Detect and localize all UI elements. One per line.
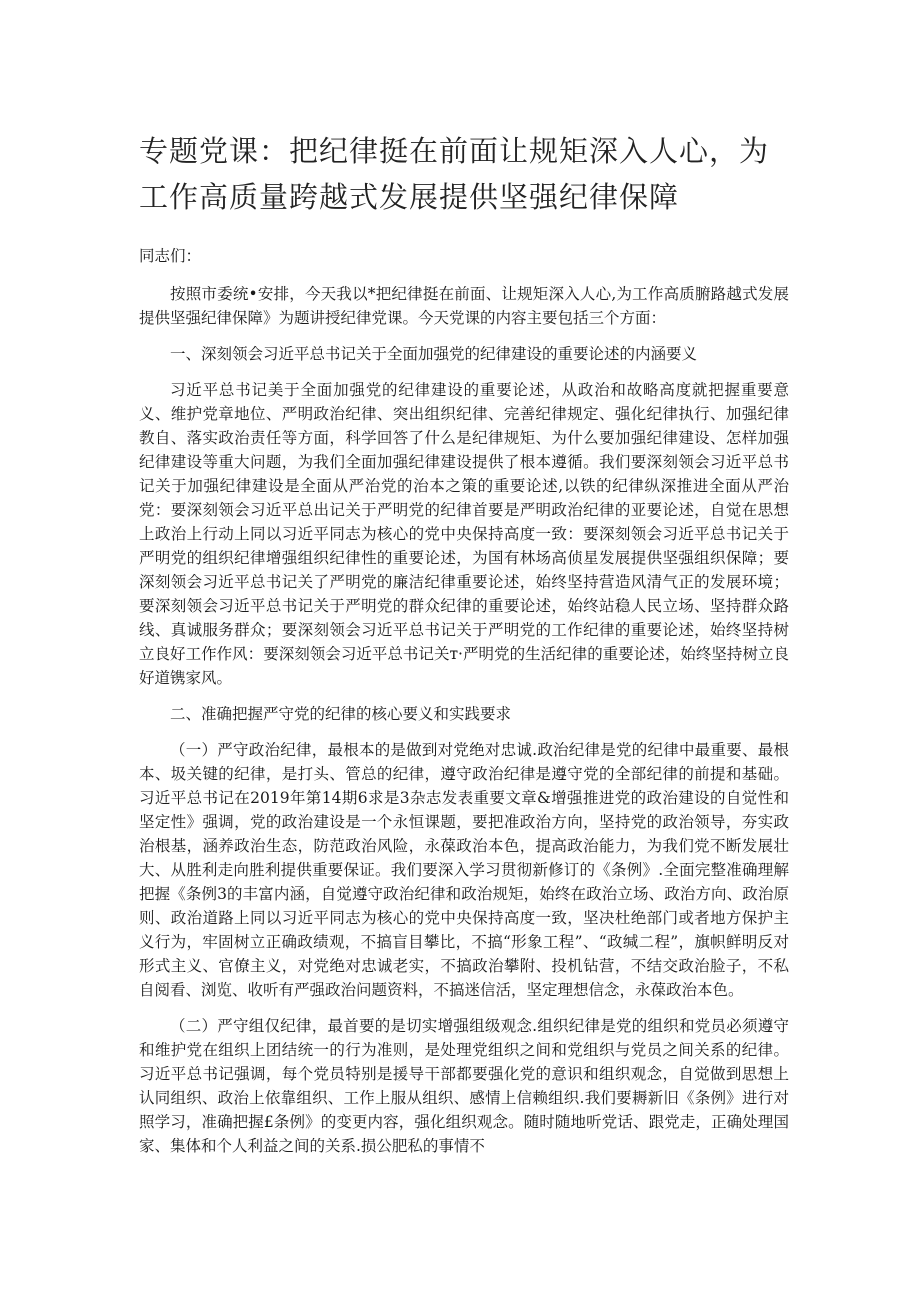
section-2-item-2: （二）严守组仅纪律，最首要的是切实增强组级观念.组织纪律是党的组织和党员必须遵守和维护党在组织上团结统一的行为准则，是处理党组织之间和党组织与党员之间关系的纪律。习近平总书记强调，每个党员特别是援导干部都要强化党的意识和组织观念，自觉做到思想上认同组织、政治上依靠组织、工作上服从组织、感情上信赖组织.我们要耨新旧《条例》进行对照学习，准确把握£条例》的变更内容，强化组织观念。随时随地听党话、跟党走，正确处理国家、集体和个人利益之间的关系.损公肥私的事情不 (139, 1017, 789, 1155)
section-2-heading: 二、准确把握严守党的纪律的核心要义和实践要求 (170, 705, 512, 723)
section-1-body: 习近平总书记美于全面加强党的纪律建设的重要论述，从政治和故略高度就把握重要意义、维护党章地位、严明政治纪律、突出组织纪律、完善纪律规定、强化纪律执行、加强纪律教自、落实政治责任等方面，科学回答了什么是纪律规矩、为什么要加强纪律建设、怎样加强纪律建设等重大问题，为我们全面加强纪律建设提供了根本遵循。我们要深刻领会习近平总书记关于加强纪律建设是全面从严治党的治本之策的重要论述,以铁的纪律纵深推进全面从严治党：要深刻领会习近平总出记关于严明党的纪律首要是严明政治纪律的亚要论述，自觉在思想上政治上行动上同以习近平同志为核心的党中央保持高度一致：要深刻领会习近平总书记关于严明党的组织纪律增强组织纪律性的重要论述，为国有林场高侦星发展提供坚强组织保障；要深刻领会习近平总书记关了严明党的廉洁纪律重要论述，始终坚持营造风清气正的发展环境；要深刻领会习近平总书记关于严明党的群众纪律的重要论述，始终站稳人民立场、坚持群众路线、真诚服务群众；要深刻领会习近平总书记关于严明党的工作纪律的重要论述，始终坚持树立良好工作作风：要深刻领会习近平总书记关т·严明党的生活纪律的重要论述，始终坚持树立良好道镌家风。 (139, 381, 789, 687)
section-2-item-1: （一）严守政治纪律，最根本的是做到对党绝对忠诚.政治纪律是党的纪律中最重要、最根本、圾关键的纪律，是打头、管总的纪律，遵守政治纪律是遵守党的全部纪律的前提和基础。习近平总书记在2019年第14期6求是3杂志发表重要文章&增强推进党的政治建设的自觉性和坚定性》强调，党的政治建设是一个永恒课题，要把准政治方向，坚持党的政治领导，夯实政治根基，涵养政治生态，防范政治风险，永葆政治本色，提高政治能力，为我们党不断发展壮大、从胜利走向胜利提供重要保证。我们要深入学习贯彻新修订的《条例》.全面完整准确理解把握《条例3的丰富内涵，自觉遵守政治纪律和政治规矩，始终在政治立场、政治方向、政治原则、政治道路上同以习近平同志为核心的党中央保持高度一致，坚决杜绝部门或者地方保护主义行为，牢固树立正确政绩观，不搞盲目攀比，不搞“形象工程”、“政缄二程”，旗帜鲜明反对形式主义、官僚主义，对党绝对忠诚老实，不搞政治攀附、投机钻营，不结交政治脸子，不私自阅看、浏览、收听有严强政治问题资料，不搞迷信活，坚定理想信念，永葆政治本色。 (139, 741, 789, 999)
intro-paragraph: 按照市委统•安排，今天我以*把纪律挺在前面、让规矩深入人心,为工作高质腑路越式发展提供坚强纪律保障》为题讲授纪律党课。今天党课的内容主要包括三个方面： (139, 285, 789, 327)
salutation: 同志们： (139, 247, 202, 265)
document-title: 专题党课：把纪律挺在前面让规矩深入人心，为工作高质量跨越式发展提供坚强纪律保障 (139, 134, 770, 214)
section-1-heading: 一、深刻领会习近平总书记关于全面加强党的纪律建设的重要论述的内涵要义 (170, 345, 698, 363)
document-page (139, 128, 789, 1170)
